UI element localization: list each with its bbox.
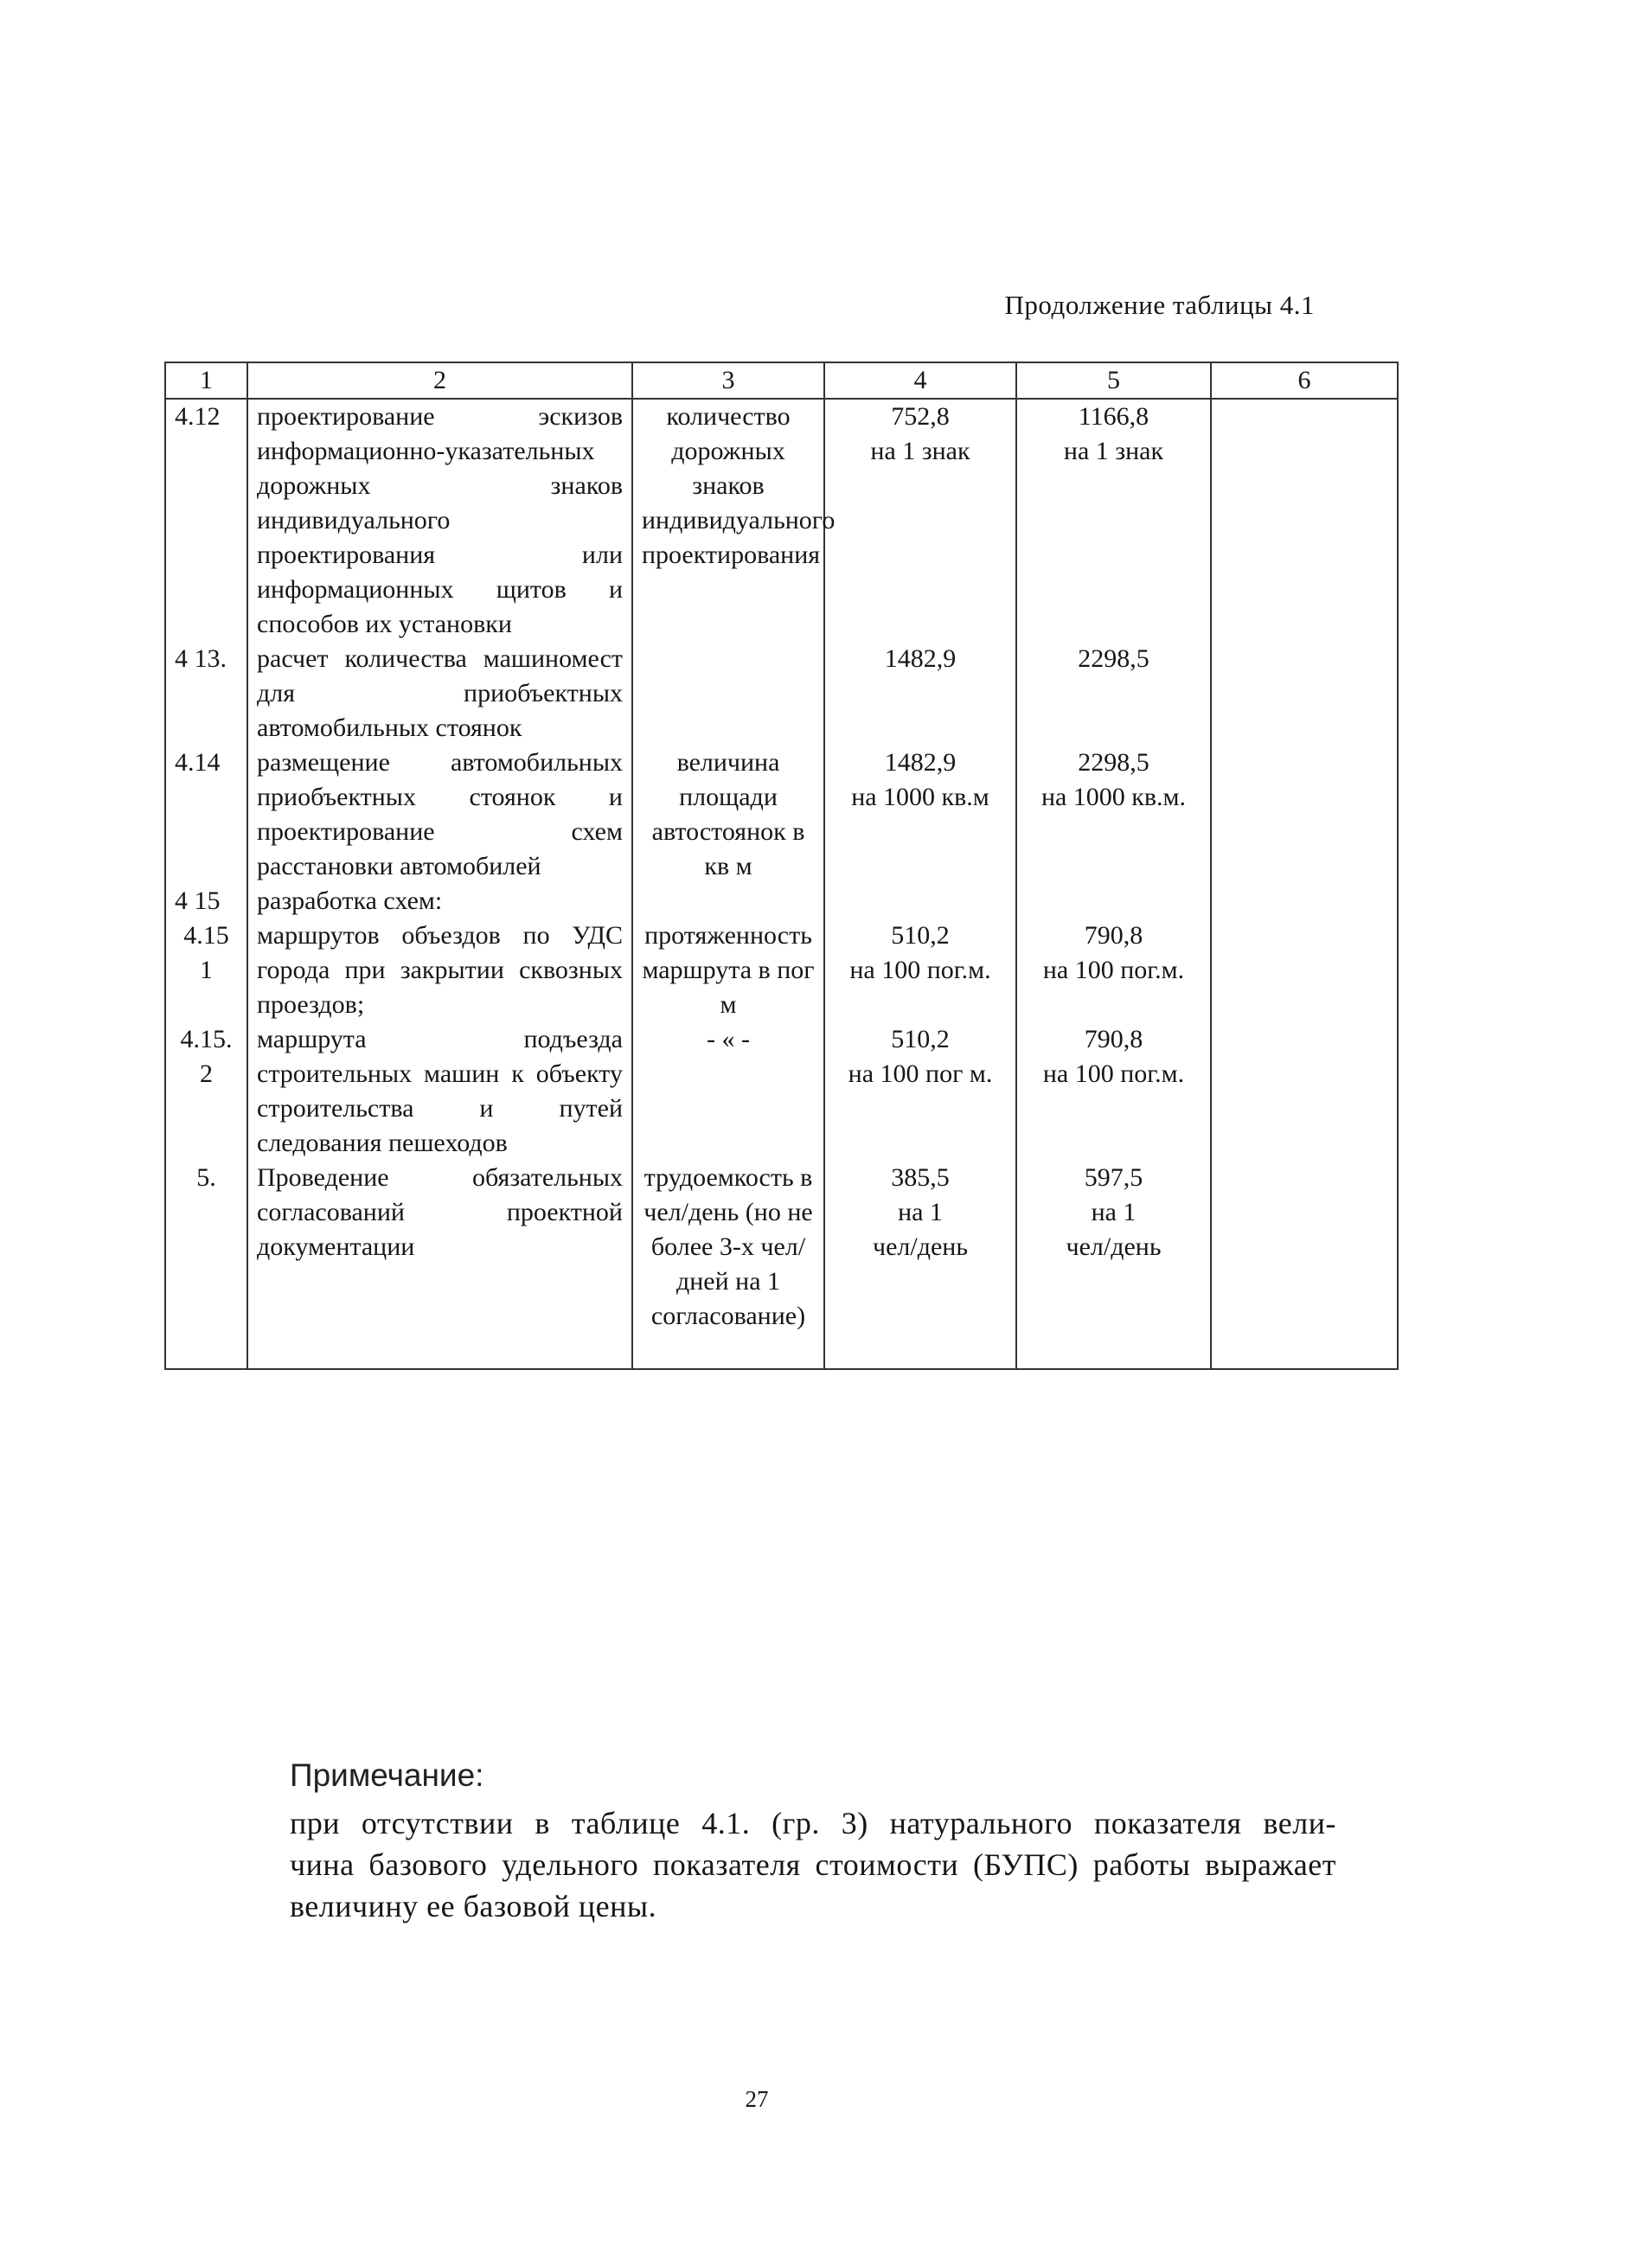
row-value-col6 xyxy=(1211,399,1398,642)
row-description: Проведение обязательных согласований проектной документации xyxy=(247,1161,632,1369)
header-col-3: 3 xyxy=(632,362,824,399)
row-unit xyxy=(632,642,824,746)
row-value-col6 xyxy=(1211,918,1398,1022)
table-row xyxy=(165,1161,1398,1369)
row-value-col4: 510,2 на 100 пог м. xyxy=(824,1022,1016,1161)
cost-table xyxy=(164,362,1399,1370)
row-value-col6 xyxy=(1211,1022,1398,1161)
row-value-col4: 510,2 на 100 пог.м. xyxy=(824,918,1016,1022)
row-value-col5: 2298,5 xyxy=(1016,642,1211,746)
table-row xyxy=(165,918,1398,1022)
note-text xyxy=(290,1802,1336,1927)
note-text-line-1: при отсутствии в таблице 4.1. (гр. 3) натурального показателя вели- xyxy=(290,1806,1336,1840)
row-description: маршрутов объездов по УДС города при закрытии сквозных проездов; xyxy=(247,918,632,1022)
header-col-1: 1 xyxy=(165,362,247,399)
row-description: размещение автомобильных приобъектных стоянок и проектирование схем расстановки автомобилей xyxy=(247,746,632,884)
row-number: 4.14 xyxy=(165,746,247,884)
row-value-col4: 385,5 на 1 чел/день xyxy=(824,1161,1016,1369)
header-col-5: 5 xyxy=(1016,362,1211,399)
row-value-col5: 1166,8 на 1 знак xyxy=(1016,399,1211,642)
row-value-col5: 790,8 на 100 пог.м. xyxy=(1016,1022,1211,1161)
table-caption: Продолжение таблицы 4.1 xyxy=(1004,290,1315,320)
row-unit: трудоемкость в чел/день (но не более 3-х чел/дней на 1 согласование) xyxy=(632,1161,824,1369)
row-unit: протяженность маршрута в пог м xyxy=(632,918,824,1022)
row-number: 5. xyxy=(165,1161,247,1369)
table-row xyxy=(165,1022,1398,1161)
table-row xyxy=(165,642,1398,746)
row-unit: величина площади автостоянок в кв м xyxy=(632,746,824,918)
row-value-col5: 790,8 на 100 пог.м. xyxy=(1016,918,1211,1022)
note-title: Примечание: xyxy=(290,1757,484,1793)
row-number: 4.12 xyxy=(165,399,247,642)
header-col-6: 6 xyxy=(1211,362,1398,399)
header-row xyxy=(165,362,1398,399)
row-description: расчет количества машиномест для приобъектных автомобильных стоянок xyxy=(247,642,632,746)
row-number: 4 15 xyxy=(165,884,247,918)
row-description: разработка схем: xyxy=(247,884,632,918)
row-value-col5: 597,5 на 1 чел/день xyxy=(1016,1161,1211,1369)
row-value-col4: 752,8 на 1 знак xyxy=(824,399,1016,642)
row-value-col4: 1482,9 на 1000 кв.м xyxy=(824,746,1016,918)
page-number: 27 xyxy=(745,2086,769,2112)
row-value-col4: 1482,9 xyxy=(824,642,1016,746)
row-number: 4.15 1 xyxy=(165,918,247,1022)
row-value-col6 xyxy=(1211,642,1398,746)
table-row xyxy=(165,746,1398,884)
header-col-4: 4 xyxy=(824,362,1016,399)
row-description: проектирование эскизов информационно-указательных дорожных знаков индивидуального проектирования или информационных щитов и способов их установки xyxy=(247,399,632,642)
row-number: 4 13. xyxy=(165,642,247,746)
row-value-col6 xyxy=(1211,1161,1398,1369)
row-value-col6 xyxy=(1211,746,1398,918)
row-unit: количество дорожных знаков индивидуального проектирования xyxy=(632,399,824,642)
table-row xyxy=(165,399,1398,642)
row-number: 4.15. 2 xyxy=(165,1022,247,1161)
row-description: маршрута подъезда строительных машин к объекту строительства и путей следования пешеходов xyxy=(247,1022,632,1161)
row-unit: - « - xyxy=(632,1022,824,1161)
note-text-rest: чина базового удельного показателя стоимости (БУПС) работы выражает величину ее базовой цены. xyxy=(290,1847,1336,1923)
row-value-col5: 2298,5 на 1000 кв.м. xyxy=(1016,746,1211,918)
header-col-2: 2 xyxy=(247,362,632,399)
